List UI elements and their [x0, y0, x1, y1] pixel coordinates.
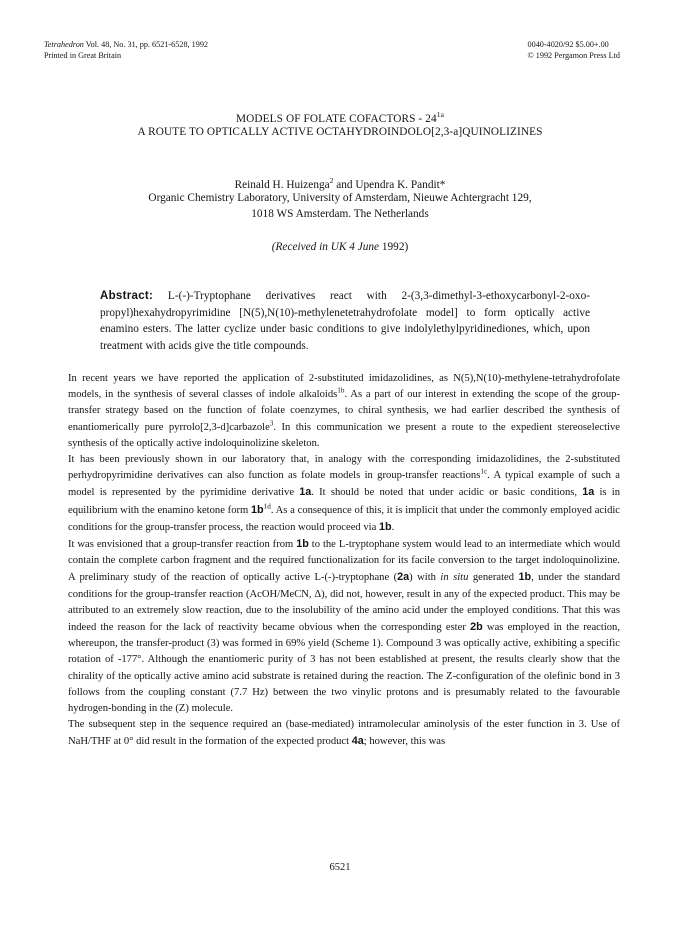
- authors: [0, 176, 680, 191]
- abstract-label: Abstract:: [100, 290, 154, 302]
- reference-sup: 1d: [263, 502, 271, 511]
- compound-label: 1b: [518, 571, 532, 584]
- affiliation-line-2: 1018 WS Amsterdam. The Netherlands: [251, 208, 429, 220]
- italic-term: in situ: [440, 572, 469, 584]
- abstract-text: L-(-)-Tryptophane derivatives react with 2-(3,3-dimethyl-3-ethoxycarbonyl-2-oxo-propyl)hexahydropyrimidine [N(5),N(10)-methylenetetrahydrofolate model] to form optically active enamino esters. The latter cyclize under basic conditions to give indolylethylpyridinediones, which, upon treatment with acids give the title compounds.: [100, 290, 590, 352]
- reference-sup: 1b: [337, 386, 345, 395]
- text-run: ) with: [409, 572, 441, 584]
- title-line-1: [0, 110, 680, 125]
- text-run: . A typical example of such a model is represented by the pyrimidine derivative: [68, 470, 620, 499]
- text-run: was employed in the reaction, whereupon, the transfer-product (3) was formed in 69% yield (Scheme 1). Compound 3 was optically active, exhibiting a specific rotation of -177°. Although the enantiomeric purity of 3 has not been established at present, the results clearly show that the chirality of the optically active amino acid substrate is retained during the reaction. The Z-configuration of the olefinic bond in 3 follows from the coupling constant (7.7 Hz) between the two vinylic protons and is presumably related to the favourable hydrogen-bonding in the (Z) molecule.: [68, 622, 621, 715]
- text-run: . In this communication we present a route to the expedient stereoselective synthesis of the optically active indoloquinolizine skeleton.: [68, 421, 620, 449]
- title-text: MODELS OF FOLATE COFACTORS - 24: [236, 112, 437, 125]
- page-number: 6521: [329, 862, 351, 873]
- journal-citation: [44, 40, 208, 51]
- compound-label: 1b: [378, 520, 392, 533]
- citation: Vol. 48, No. 31, pp. 6521-6528, 1992: [85, 40, 209, 49]
- compound-label: 1b: [251, 503, 264, 516]
- author-2: and Upendra K. Pandit*: [333, 178, 446, 191]
- text-run: . It should be noted that under acidic or basic conditions,: [311, 487, 583, 499]
- reference-sup: 1c: [480, 467, 488, 476]
- compound-label: 1a: [582, 486, 595, 499]
- paragraph-2: [68, 452, 620, 536]
- text-run: , under the standard conditions for the group-transfer reaction (AcOH/MeCN, Δ), did not, however, result in any of the expected product. This may be attributed to an extremely slow reaction, due to the insolubility of the amino acid under the employed conditions. That this was indeed the reason for the lack of reactivity became obvious when the corresponding ester: [68, 572, 621, 634]
- running-header-left: [44, 40, 208, 61]
- copyright: © 1992 Pergamon Press Ltd: [527, 50, 620, 60]
- text-run: .: [391, 521, 395, 533]
- text-run: . As a consequence of this, it is implicit that under the commonly employed acidic conditions for the group-transfer process, the reaction would proceed via: [68, 504, 621, 533]
- body-text: [68, 371, 620, 751]
- received-prefix: (Received in UK 4 June: [271, 241, 382, 253]
- author-1-note: 2: [329, 176, 334, 185]
- title-superscript: 1a: [436, 110, 444, 119]
- compound-label: 4a: [351, 735, 364, 748]
- text-run: generated: [468, 572, 519, 584]
- running-header-right: [528, 40, 621, 61]
- text-run: is in equilibrium with the enamino ketone form: [68, 487, 621, 516]
- printed-in: Printed in Great Britain: [44, 50, 122, 60]
- paragraph-1: [68, 371, 620, 452]
- text-run: ; however, this was: [363, 736, 446, 748]
- compound-label: 2a: [397, 571, 410, 584]
- abstract: [100, 288, 590, 354]
- reference-sup: 3: [269, 419, 274, 428]
- compound-label: 2b: [470, 621, 483, 634]
- text-run: It has been previously shown in our laboratory that, in analogy with the corresponding imidazolidines, the 2-substituted perhydropyrimidine derivatives can also function as folate models in group-transfer reactions: [68, 454, 620, 482]
- received-date: [0, 241, 680, 253]
- paragraph-3: [68, 536, 620, 717]
- compound-label: 1b: [296, 538, 309, 551]
- author-1: Reinald H. Huizenga: [234, 178, 330, 191]
- compound-label: 1a: [299, 486, 312, 499]
- affiliation-line-1: Organic Chemistry Laboratory, University of Amsterdam, Nieuwe Achtergracht 129,: [148, 192, 532, 204]
- text-run: . As a part of our interest in extending the scope of the group-transfer strategy based on the function of folate coenzymes, to chiral synthesis, we had earlier described the synthesis of enantiomerically pure pyrrolo[2,3-d]carbazole: [68, 389, 621, 433]
- price-code: 0040-4020/92 $5.00+.00: [527, 40, 609, 49]
- title-line-2: A ROUTE TO OPTICALLY ACTIVE OCTAHYDROINDOLO[2,3-a]QUINOLIZINES: [137, 126, 543, 138]
- text-run: The subsequent step in the sequence required an (base-mediated) intramolecular aminolysis of the ester function in 3. Use of NaH/THF at 0° did result in the formation of the expected product: [68, 719, 620, 748]
- text-run: In recent years we have reported the application of 2-substituted imidazolidines, as N(5),N(10)-methylene-tetrahydrofolate models, in the synthesis of several classes of indole alkaloids: [68, 373, 620, 401]
- paragraph-4: [68, 717, 620, 750]
- text-run: to the L-tryptophane system would lead to an intermediate which would contain the complete carbon fragment and the required functionalization for its facile conversion to the target indoloquinolizine. A preliminary study of the reaction of optically active L-(-)-tryptophane (: [68, 539, 621, 584]
- journal-name: Tetrahedron: [44, 40, 84, 49]
- received-year: 1992): [381, 241, 409, 253]
- text-run: It was envisioned that a group-transfer reaction from: [68, 539, 297, 551]
